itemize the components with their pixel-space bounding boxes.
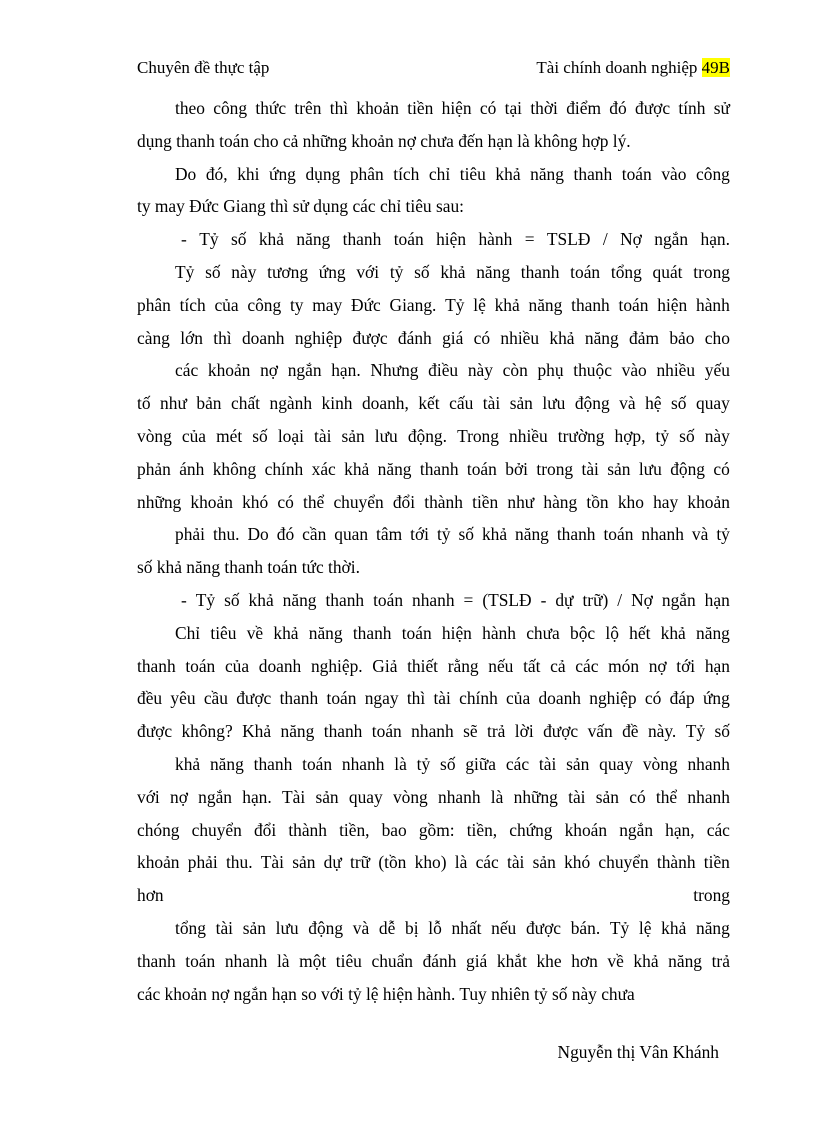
- text-line: hơn trong: [137, 885, 730, 906]
- text-line: tổng tài sản lưu động và dễ bị lỗ nhất nếu được bán. Tỷ lệ khả năng: [175, 917, 730, 938]
- text-line: càng lớn thì doanh nghiệp được đánh giá có nhiều khả năng đảm bảo cho: [137, 327, 730, 348]
- text-line: phản ánh không chính xác khả năng thanh toán bởi trong tài sản lưu động có: [137, 458, 730, 479]
- text-line: - Tỷ số khả năng thanh toán hiện hành = TSLĐ / Nợ ngắn hạn.: [181, 229, 730, 250]
- text-line: Tỷ số này tương ứng với tỷ số khả năng thanh toán tổng quát trong: [175, 261, 730, 282]
- text-line: đều yêu cầu được thanh toán ngay thì tài chính của doanh nghiệp có đáp ứng: [137, 688, 730, 709]
- text-line: được không? Khả năng thanh toán nhanh sẽ trả lời được vấn đề này. Tỷ số: [137, 721, 730, 742]
- document-body: [137, 92, 730, 1010]
- text-line: chóng chuyển đổi thành tiền, bao gồm: tiền, chứng khoán ngắn hạn, các: [137, 819, 730, 840]
- text-line: những khoản khó có thể chuyển đổi thành tiền như hàng tồn kho hay khoản: [137, 491, 730, 512]
- header-highlight: 49B: [701, 58, 730, 77]
- text-line: theo công thức trên thì khoản tiền hiện có tại thời điểm đó được tính sử: [175, 98, 730, 118]
- text-line: Do đó, khi ứng dụng phân tích chỉ tiêu khả năng thanh toán vào công: [175, 163, 730, 184]
- header-right-text: Tài chính doanh nghiệp: [536, 58, 702, 77]
- text-line: phải thu. Do đó cần quan tâm tới tỷ số khả năng thanh toán nhanh và tỷ: [175, 524, 730, 545]
- header-left-title: Chuyên đề thực tập: [137, 58, 270, 77]
- text-line: phân tích của công ty may Đức Giang. Tỷ lệ khả năng thanh toán hiện hành: [137, 294, 730, 315]
- text-line: ty may Đức Giang thì sử dụng các chỉ tiêu sau:: [137, 196, 464, 217]
- text-line: Chỉ tiêu về khả năng thanh toán hiện hành chưa bộc lộ hết khả năng: [175, 622, 730, 643]
- text-line: với nợ ngắn hạn. Tài sản quay vòng nhanh là những tài sản có thể nhanh: [137, 786, 730, 807]
- text-line: dụng thanh toán cho cả những khoản nợ chưa đến hạn là không hợp lý.: [137, 130, 631, 151]
- text-line: các khoản nợ ngắn hạn so với tỷ lệ hiện hành. Tuy nhiên tỷ số này chưa: [137, 983, 635, 1004]
- text-line: vòng của mét số loại tài sản lưu động. Trong nhiều trường hợp, tỷ số này: [137, 425, 730, 446]
- text-line: số khả năng thanh toán tức thời.: [137, 557, 360, 578]
- header-right-title: [536, 58, 730, 78]
- text-line: khoản phải thu. Tài sản dự trữ (tồn kho) là các tài sản khó chuyển thành tiền: [137, 852, 730, 873]
- text-line: thanh toán của doanh nghiệp. Giả thiết rằng nếu tất cả các món nợ tới hạn: [137, 655, 730, 676]
- text-line: khả năng thanh toán nhanh là tỷ số giữa các tài sản quay vòng nhanh: [175, 753, 730, 774]
- page-header: [137, 58, 730, 82]
- text-line: các khoản nợ ngắn hạn. Nhưng điều này còn phụ thuộc vào nhiều yếu: [175, 360, 730, 381]
- text-line: thanh toán nhanh là một tiêu chuẩn đánh giá khắt khe hơn về khả năng trả: [137, 950, 730, 971]
- page-footer-author: Nguyễn thị Vân Khánh: [557, 1042, 719, 1062]
- text-line: - Tỷ số khả năng thanh toán nhanh = (TSLĐ - dự trữ) / Nợ ngắn hạn: [181, 589, 730, 610]
- text-line: tố như bản chất ngành kinh doanh, kết cấu tài sản lưu động và hệ số quay: [137, 393, 730, 414]
